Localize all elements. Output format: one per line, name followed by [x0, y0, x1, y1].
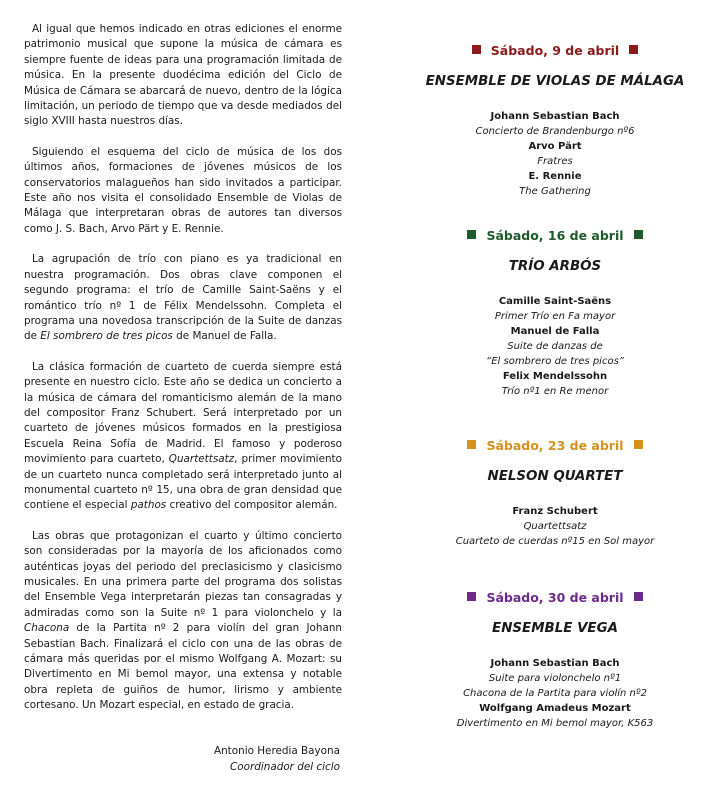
- color-square-icon: [634, 440, 643, 449]
- work-title: Quartettsatz: [523, 521, 587, 532]
- concert-date-line: [400, 438, 710, 454]
- intro-p5-text-b: de la Partita nº 2 para violín del gran Johann Sebastian Bach. Finalizará el ciclo con una de las obras de cámara más queridas por el mismo Wolfgang A. Mozart: su Divertimento en Mi bemol mayor, una extensa y notable obra repleta de guiños de humor, lirismo y ambiente cortesano. Un Mozart especial, en estado de gracia.: [24, 622, 342, 712]
- concert-1: [400, 43, 710, 199]
- work-title: Suite para violonchelo nº1: [488, 673, 622, 684]
- concert-date: Sábado, 23 de abril: [486, 438, 624, 453]
- intro-paragraph-5: [24, 529, 342, 714]
- intro-p3-italic: El sombrero de tres picos: [40, 330, 173, 343]
- color-square-icon: [467, 440, 476, 449]
- concert-4: [400, 590, 710, 731]
- color-square-icon: [629, 45, 638, 54]
- composer-name: Johann Sebastian Bach: [490, 658, 620, 669]
- color-square-icon: [472, 45, 481, 54]
- intro-paragraph-2: [24, 145, 342, 237]
- intro-p3-text-b: de Manuel de Falla.: [172, 330, 277, 343]
- program-list: [400, 109, 710, 199]
- signature-block: [214, 743, 340, 775]
- work-title: Cuarteto de cuerdas nº15 en Sol mayor: [455, 536, 655, 547]
- work-title: The Gathering: [519, 186, 591, 197]
- intro-paragraph-3: [24, 252, 342, 344]
- color-square-icon: [634, 592, 643, 601]
- ensemble-name: ENSEMBLE VEGA: [492, 621, 618, 636]
- program-list: [400, 294, 710, 399]
- concert-3: [400, 438, 710, 549]
- ensemble-name: NELSON QUARTET: [487, 469, 623, 484]
- intro-p5-text-a: Las obras que protagonizan el cuarto y último concierto son consideradas por la mayoría de los aficionados como auténticas joyas del periodo del preclasicismo y clasicismo musicales. En una primera parte del programa dos solistas del Ensemble Vega interpretarán piezas tan consagradas y admiradas como son la Suite nº 1 para violonchelo y la: [24, 529, 342, 619]
- concert-date-line: [400, 228, 710, 244]
- composer-name: Franz Schubert: [512, 506, 598, 517]
- intro-p3-text-a: La agrupación de trío con piano es ya tradicional en nuestra programación. Dos obras clave componen el segundo programa: el trío de Camille Saint-Saëns y el romántico trío nº 1 de Félix Mendelssohn. Completa el programa una novedosa transcripción de la Suite de danzas de: [24, 253, 342, 343]
- concert-date-line: [400, 43, 710, 59]
- intro-p1-text: Al igual que hemos indicado en otras ediciones el enorme patrimonio musical que supone la música de cámara es siempre fuente de ideas para una programación limitada de música. En la presente duodécima edición del Ciclo de Música de Cámara se abarcará de nuevo, dentro de la lógica limitación, un periodo de tiempo que va desde mediados del siglo XVIII hasta nuestros días.: [24, 23, 342, 128]
- intro-p4-italic-2: pathos: [130, 499, 167, 512]
- composer-name: Wolfgang Amadeus Mozart: [479, 703, 631, 714]
- work-title: Fratres: [537, 156, 573, 167]
- composer-name: Manuel de Falla: [510, 326, 600, 337]
- ensemble-name: TRÍO ARBÓS: [508, 259, 602, 274]
- work-title: Concierto de Brandenburgo nº6: [475, 126, 635, 137]
- color-square-icon: [467, 592, 476, 601]
- intro-p4-italic-1: Quartettsatz: [168, 453, 235, 466]
- composer-name: Felix Mendelssohn: [502, 371, 608, 382]
- work-title: “El sombrero de tres picos”: [486, 356, 624, 367]
- intro-p4-text-b: , primer movimiento de un cuarteto nunca completado será interpretado junto al monumental cuarteto nº 15, una obra de gran densidad que contiene el especial: [24, 453, 342, 512]
- color-square-icon: [634, 230, 643, 239]
- composer-name: Camille Saint-Saëns: [498, 296, 612, 307]
- work-title: Divertimento en Mi bemol mayor, K563: [456, 718, 654, 729]
- signature-role: Coordinador del ciclo: [230, 761, 340, 773]
- work-title: Chacona de la Partita para violín nº2: [463, 688, 647, 699]
- program-list: [400, 504, 710, 549]
- concert-date: Sábado, 30 de abril: [486, 590, 624, 605]
- concert-date: Sábado, 16 de abril: [486, 228, 624, 243]
- intro-p4-text-a: La clásica formación de cuarteto de cuerda siempre está presente en nuestro ciclo. Este año se dedica un concierto a la música de cámara del romanticismo alemán de la mano del compositor Franz Schubert. Será interpretado por un cuarteto de jóvenes músicos formados en la prestigiosa Escuela Reina Sofía de Madrid. El famoso y poderoso movimiento para cuarteto,: [24, 360, 342, 466]
- work-title: Primer Trío en Fa mayor: [494, 311, 616, 322]
- work-title: Trío nº1 en Re menor: [501, 386, 609, 397]
- concert-date: Sábado, 9 de abril: [490, 43, 620, 58]
- ensemble-name: ENSEMBLE DE VIOLAS DE MÁLAGA: [425, 74, 685, 89]
- intro-p2-text: Siguiendo el esquema del ciclo de música de los dos últimos años, formaciones de jóvenes músicos de los conservatorios malagueños han sido invitados a participar. Este año nos visita el consolidado Ensemble de Violas de Málaga que interpretaran obras de autores tan diversos como J. S. Bach, Arvo Pärt y E. Rennie.: [24, 145, 342, 235]
- intro-p5-italic: Chacona: [24, 622, 70, 635]
- work-title: Suite de danzas de: [507, 341, 603, 352]
- intro-paragraph-1: [24, 22, 342, 130]
- signature-name: Antonio Heredia Bayona: [213, 745, 340, 757]
- composer-name: Arvo Pärt: [528, 141, 582, 152]
- intro-paragraph-4: [24, 360, 342, 514]
- concert-2: [400, 228, 710, 399]
- composer-name: E. Rennie: [528, 171, 582, 182]
- concert-date-line: [400, 590, 710, 606]
- color-square-icon: [467, 230, 476, 239]
- composer-name: Johann Sebastian Bach: [490, 111, 620, 122]
- program-list: [400, 656, 710, 731]
- introduction-text: [24, 22, 342, 729]
- intro-p4-text-c: creativo del compositor alemán.: [166, 499, 338, 512]
